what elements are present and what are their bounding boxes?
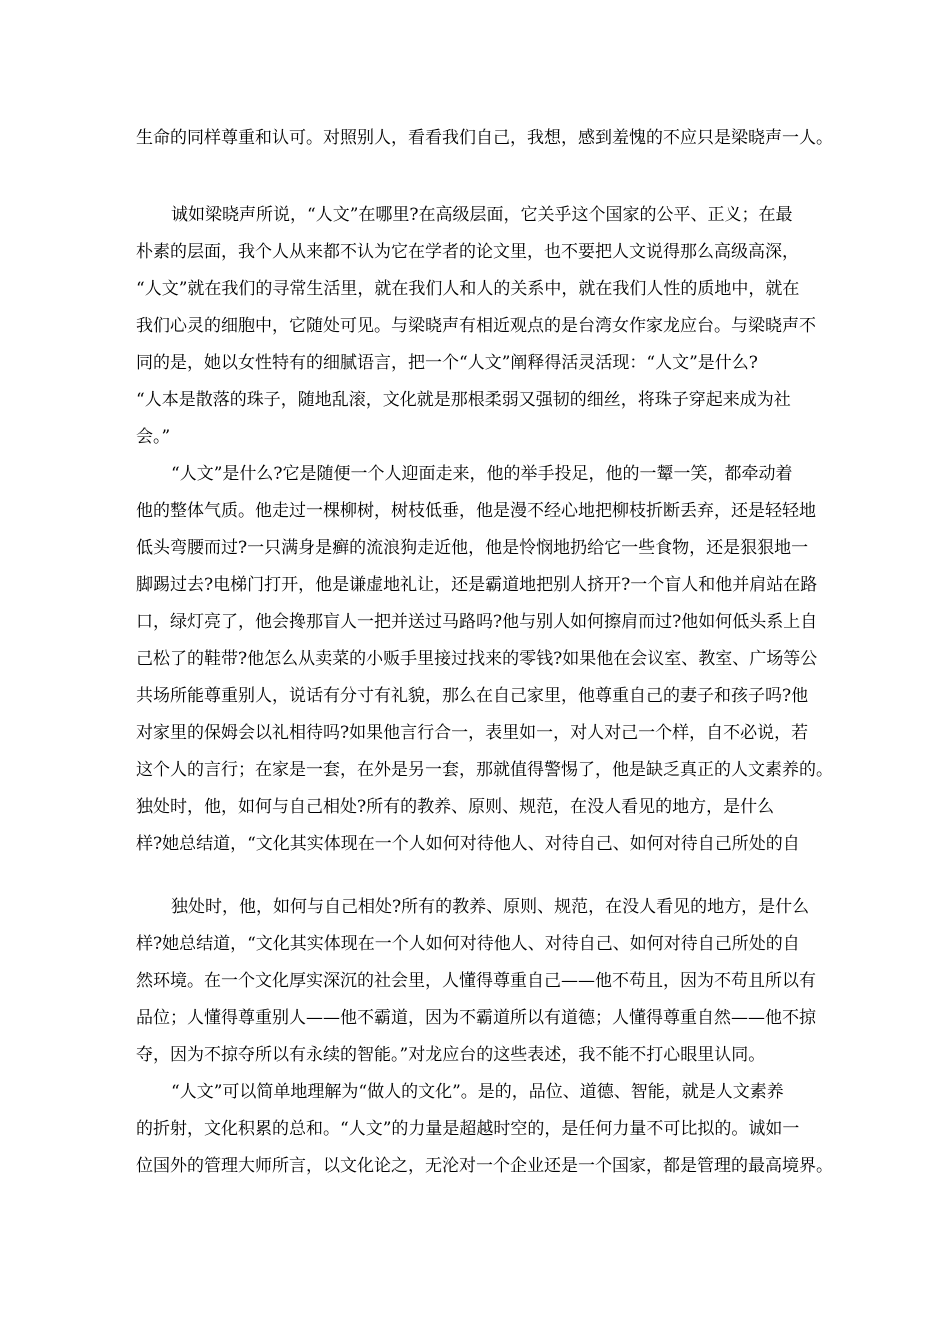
text-line: 己松了的鞋带?他怎么从卖菜的小贩手里接过找来的零钱?如果他在会议室、教室、广场等公 <box>136 649 818 669</box>
text-line: 低头弯腰而过?一只满身是癣的流浪狗走近他，他是怜悯地扔给它一些食物，还是狠狠地一 <box>136 538 809 558</box>
text-line: 品位；人懂得尊重别人——他不霸道，因为不霸道所以有道德；人懂得尊重自然——他不掠 <box>136 1008 816 1028</box>
text-line: 脚踢过去?电梯门打开，他是谦虚地礼让，还是霸道地把别人挤开?一个盲人和他并肩站在路 <box>136 575 818 595</box>
paragraph-first-line: 独处时，他，如何与自己相处?所有的教养、原则、规范，在没人看见的地方，是什么 <box>171 897 810 917</box>
text-line: 样?她总结道，“文化其实体现在一个人如何对待他人、对待自己、如何对待自己所处的自 <box>136 834 800 854</box>
text-line: 口，绿灯亮了，他会搀那盲人一把并送过马路吗?他与别人如何擦肩而过?他如何低头系上自 <box>136 612 818 632</box>
paragraph-first-line: 诚如梁晓声所说，“人文”在哪里?在高级层面，它关乎这个国家的公平、正义；在最 <box>171 205 793 225</box>
text-line: 共场所能尊重别人，说话有分寸有礼貌，那么在自己家里，他尊重自己的妻子和孩子吗?他 <box>136 686 809 706</box>
text-line: 朴素的层面，我个人从来都不认为它在学者的论文里，也不要把人文说得那么高级高深， <box>136 242 799 262</box>
text-line: 样?她总结道，“文化其实体现在一个人如何对待他人、对待自己、如何对待自己所处的自 <box>136 934 800 954</box>
text-line: 会。” <box>136 427 171 447</box>
text-line: 夺，因为不掠夺所以有永续的智能。”对龙应台的这些表述，我不能不打心眼里认同。 <box>136 1045 766 1065</box>
text-line: 同的是，她以女性特有的细腻语言，把一个“人文”阐释得活灵活现：“人文”是什么? <box>136 353 758 373</box>
paragraph-first-line: “人文”可以简单地理解为“做人的文化”。是的，品位、道德、智能，就是人文素养 <box>171 1082 784 1102</box>
text-line: 对家里的保姆会以礼相待吗?如果他言行合一，表里如一，对人对己一个样，自不必说，若 <box>136 723 809 743</box>
text-line: 然环境。在一个文化厚实深沉的社会里，人懂得尊重自己——他不苟且，因为不苟且所以有 <box>136 971 816 991</box>
text-line: “人文”就在我们的寻常生活里，就在我们人和人的关系中，就在我们人性的质地中，就在 <box>136 279 800 299</box>
text-line: 生命的同样尊重和认可。对照别人，看看我们自己，我想，感到羞愧的不应只是梁晓声一人。 <box>136 128 833 148</box>
text-line: 位国外的管理大师所言，以文化论之，无沦对一个企业还是一个国家，都是管理的最高境界。 <box>136 1156 833 1176</box>
text-line: 独处时，他，如何与自己相处?所有的教养、原则、规范，在没人看见的地方，是什么 <box>136 797 775 817</box>
text-line: 我们心灵的细胞中，它随处可见。与梁晓声有相近观点的是台湾女作家龙应台。与梁晓声不 <box>136 316 816 336</box>
text-line: 这个人的言行；在家是一套，在外是另一套，那就值得警惕了，他是缺乏真正的人文素养的。 <box>136 760 833 780</box>
text-line: 他的整体气质。他走过一棵柳树，树枝低垂，他是漫不经心地把柳枝折断丢弃，还是轻轻地 <box>136 501 816 521</box>
paragraph-first-line: “人文”是什么?它是随便一个人迎面走来，他的举手投足，他的一颦一笑，都牵动着 <box>171 464 793 484</box>
text-line: 的折射，文化积累的总和。“人文”的力量是超越时空的，是任何力量不可比拟的。诚如一 <box>136 1119 800 1139</box>
text-line: “人本是散落的珠子，随地乱滚，文化就是那根柔弱又强韧的细丝，将珠子穿起来成为社 <box>136 390 791 410</box>
